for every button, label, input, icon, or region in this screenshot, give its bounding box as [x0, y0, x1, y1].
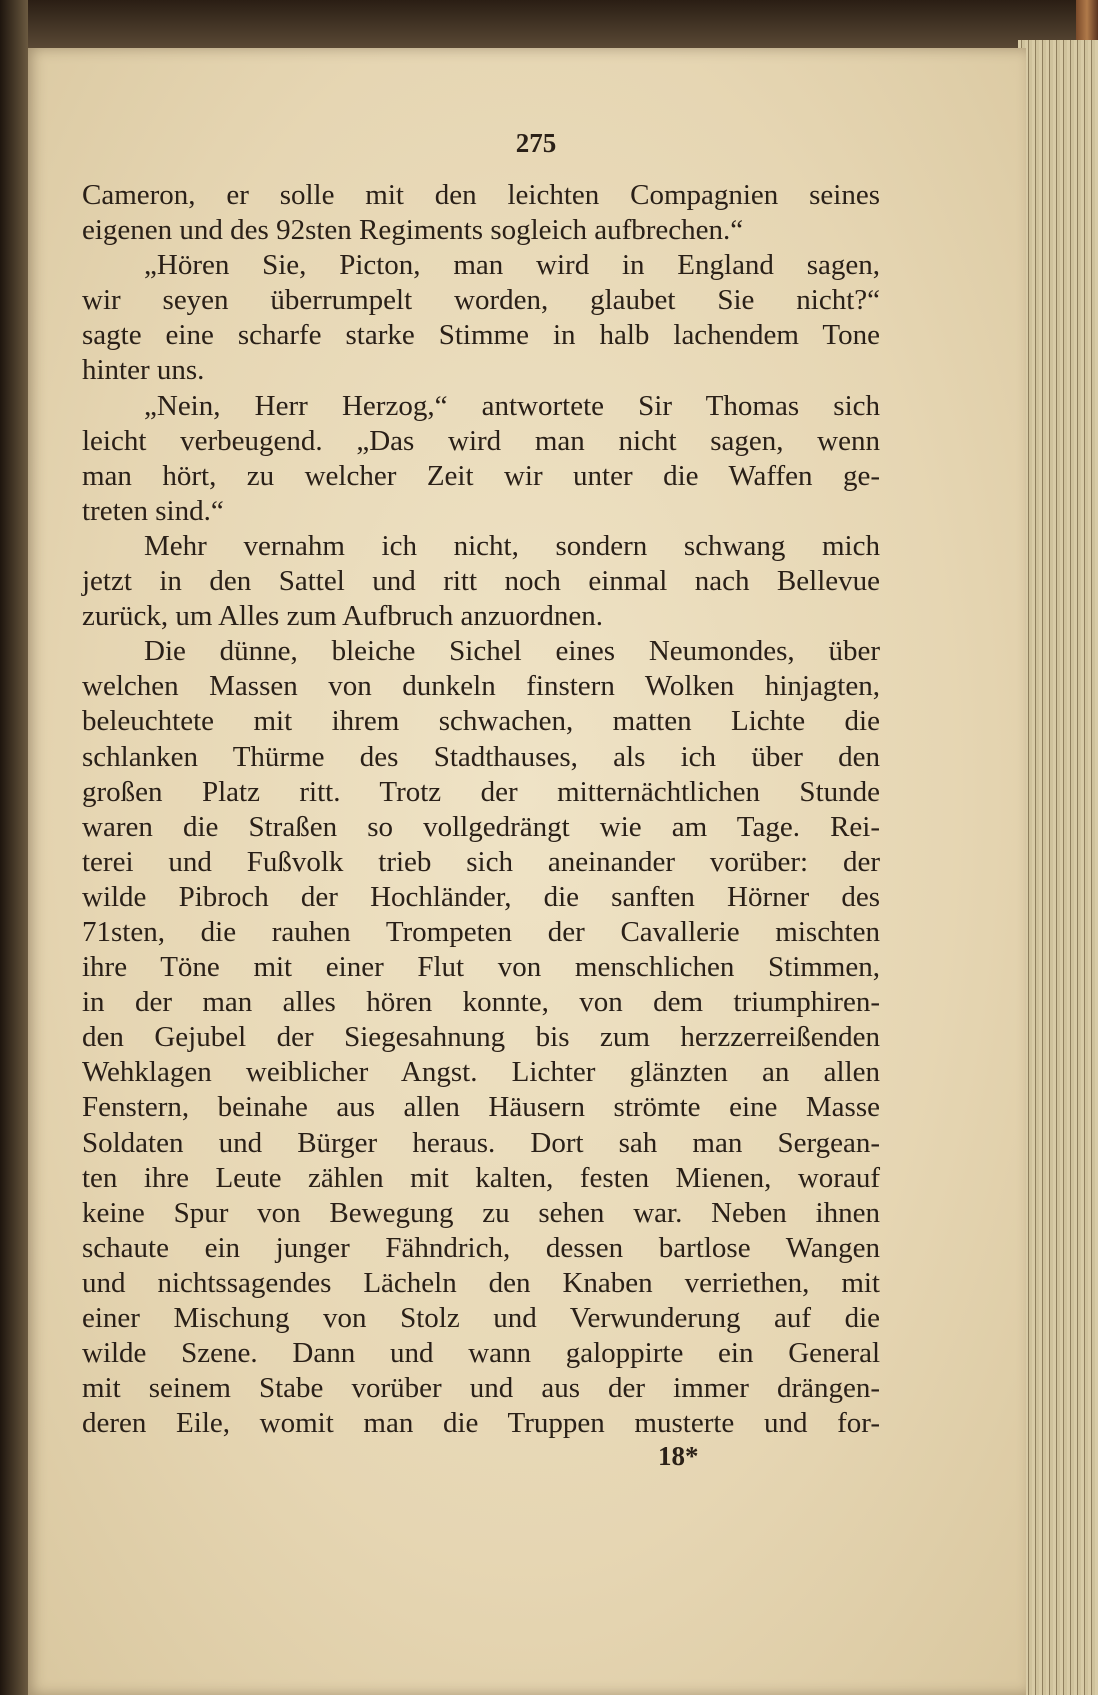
book-spine-edge	[0, 0, 28, 1695]
book-page	[26, 48, 1026, 1695]
text-line: „Hören Sie, Picton, man wird in England sagen,	[144, 249, 880, 282]
text-line: wir seyen überrumpelt worden, glaubet Sie nicht?“	[82, 284, 880, 317]
text-line: eigenen und des 92sten Regiments sogleich aufbrechen.“	[82, 214, 744, 247]
text-line: wilde Szene. Dann und wann galoppirte ein General	[82, 1337, 880, 1370]
text-line: wilde Pibroch der Hochländer, die sanften Hörner des	[82, 880, 880, 913]
text-line: Mehr vernahm ich nicht, sondern schwang mich	[144, 529, 880, 562]
text-line: ten ihre Leute zählen mit kalten, festen Mienen, worauf	[82, 1161, 880, 1194]
text-line: einer Mischung von Stolz und Verwunderung auf die	[82, 1302, 880, 1334]
text-line: keine Spur von Bewegung zu sehen war. Neben ihnen	[82, 1196, 880, 1229]
text-line: man hört, zu welcher Zeit wir unter die Waffen ge-	[82, 459, 880, 492]
text-line: waren die Straßen so vollgedrängt wie am Tage. Rei-	[82, 810, 880, 843]
text-line: schlanken Thürme des Stadthauses, als ich über den	[82, 740, 880, 773]
text-line: Fenstern, beinahe aus allen Häusern strömte eine Masse	[82, 1091, 880, 1124]
page-stack-edge	[1018, 40, 1098, 1695]
body-text	[82, 178, 880, 1441]
text-line: schaute ein junger Fähndrich, dessen bartlose Wangen	[82, 1231, 880, 1264]
text-line: treten sind.“	[82, 494, 224, 527]
text-line: großen Platz ritt. Trotz der mitternächtlichen Stunde	[82, 775, 880, 808]
text-line: beleuchtete mit ihrem schwachen, matten Lichte die	[82, 705, 880, 738]
text-line: hinter uns.	[82, 354, 205, 387]
text-line: terei und Fußvolk trieb sich aneinander vorüber: der	[82, 845, 880, 878]
text-line: in der man alles hören konnte, von dem triumphiren-	[82, 986, 880, 1019]
page-number: 275	[515, 128, 557, 158]
book-top-edge	[0, 0, 1098, 50]
text-line: zurück, um Alles zum Aufbruch anzuordnen.	[82, 600, 604, 633]
text-line: mit seinem Stabe vorüber und aus der immer drängen-	[82, 1372, 880, 1405]
text-line: und nichtssagendes Lächeln den Knaben verriethen, mit	[82, 1266, 880, 1299]
text-line: Wehklagen weiblicher Angst. Lichter glänzten an allen	[82, 1056, 880, 1089]
text-line: jetzt in den Sattel und ritt noch einmal nach Bellevue	[82, 565, 880, 598]
text-line: Cameron, er solle mit den leichten Compagnien seines	[82, 179, 880, 211]
text-line: ihre Töne mit einer Flut von menschlichen Stimmen,	[82, 951, 880, 984]
text-line: „Nein, Herr Herzog,“ antwortete Sir Thomas sich	[144, 389, 880, 422]
text-line: sagte eine scharfe starke Stimme in halb lachendem Tone	[82, 319, 880, 352]
signature-mark: 18*	[658, 1441, 699, 1471]
text-line: deren Eile, womit man die Truppen musterte und for-	[82, 1407, 880, 1440]
text-line: Die dünne, bleiche Sichel eines Neumondes, über	[144, 635, 880, 668]
text-line: 71sten, die rauhen Trompeten der Cavallerie mischten	[82, 915, 880, 948]
text-line: den Gejubel der Siegesahnung bis zum herzzerreißenden	[82, 1021, 880, 1054]
text-line: welchen Massen von dunkeln finstern Wolken hinjagten,	[82, 670, 880, 703]
text-line: leicht verbeugend. „Das wird man nicht sagen, wenn	[82, 424, 880, 457]
text-line: Soldaten und Bürger heraus. Dort sah man Sergean-	[82, 1126, 880, 1159]
